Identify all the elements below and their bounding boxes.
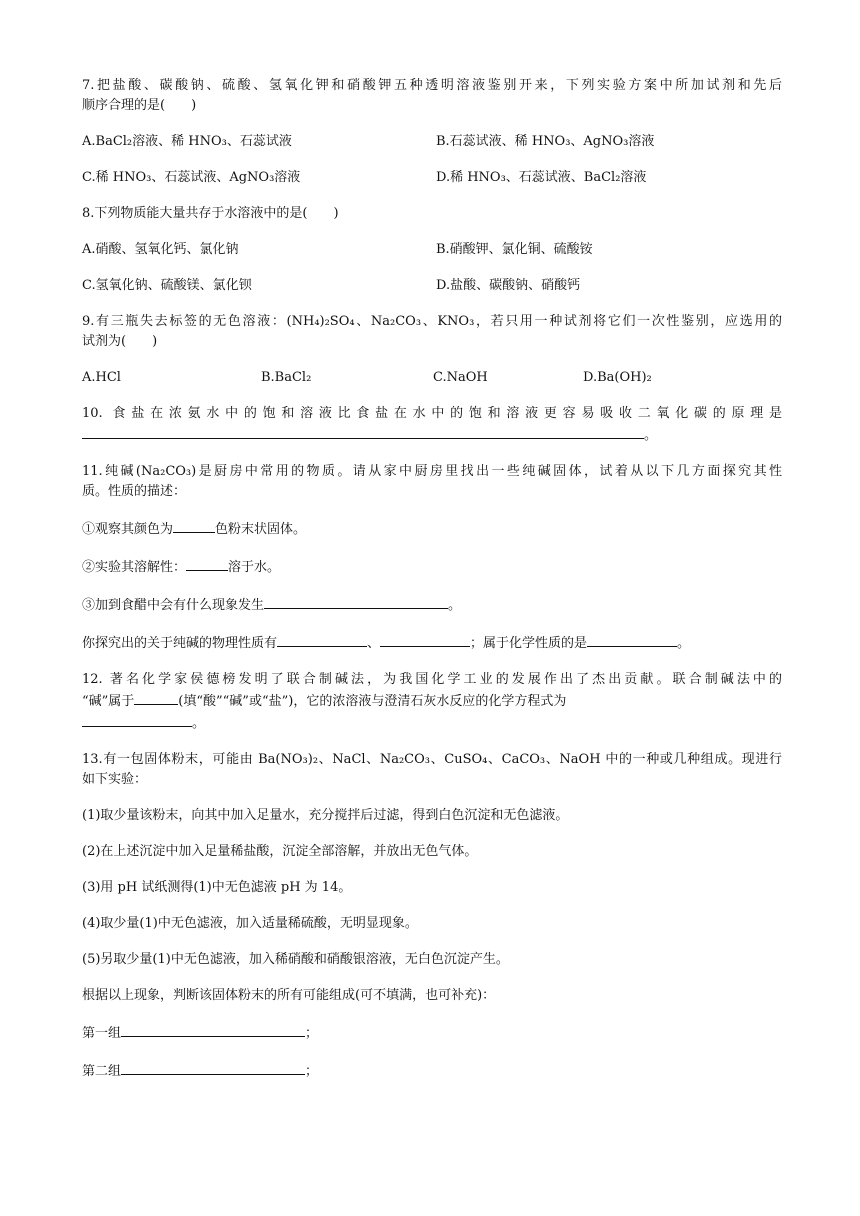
question-12-blank-equation[interactable] — [82, 712, 192, 727]
question-12-line2-text: “碱”属于 — [82, 694, 135, 709]
question-13-group-1-end: ； — [305, 1026, 319, 1041]
question-8-option-d: D.盐酸、碳酸钠、硝酸钙 — [436, 278, 581, 293]
question-8 — [82, 204, 782, 224]
question-10-stem: 10. 食盐在浓氨水中的饱和溶液比食盐在水中的饱和溶液更容易吸收二氧化碳的原理是 — [82, 406, 782, 421]
question-9 — [82, 312, 782, 352]
question-8-options-ab — [82, 240, 782, 260]
question-11-summary-text-2: ；属于化学性质的是 — [470, 636, 588, 651]
question-8-options-cd — [82, 276, 782, 296]
question-13-group-2-end: ； — [305, 1064, 319, 1079]
question-13-step-5: (5)另取少量(1)中无色滤液，加入稀硝酸和硝酸银溶液，无白色沉淀产生。 — [82, 952, 509, 967]
question-13-step-2: (2)在上述沉淀中加入足量稀盐酸，沉淀全部溶解，并放出无色气体。 — [82, 844, 478, 859]
question-9-option-c: C.NaOH — [433, 370, 488, 385]
question-13-group-2-label: 第二组 — [82, 1064, 122, 1079]
question-10 — [82, 404, 782, 446]
question-7-option-c: C.稀 HNO₃、石蕊试液、AgNO₃溶液 — [82, 170, 301, 185]
question-11-item-2-text-end: 溶于水。 — [228, 560, 281, 575]
question-11-stem-line1: 11.纯碱(Na₂CO₃)是厨房中常用的物质。请从家中厨房里找出一些纯碱固体，试着从以下几方面探究其性 — [82, 464, 782, 479]
question-10-end: 。 — [644, 428, 658, 443]
question-13-blank-group-2[interactable] — [121, 1060, 305, 1075]
question-11-blank-color[interactable] — [173, 518, 215, 533]
question-11-blank-physical-1[interactable] — [277, 632, 367, 647]
question-10-blank[interactable] — [82, 424, 644, 439]
question-9-option-d: D.Ba(OH)₂ — [583, 370, 652, 385]
question-8-option-b: B.硝酸钾、氯化铜、硫酸铵 — [436, 242, 593, 257]
question-11-blank-solubility[interactable] — [186, 556, 228, 571]
question-9-stem-line1: 9.有三瓶失去标签的无色溶液：(NH₄)₂SO₄、Na₂CO₃、KNO₃，若只用一种试剂将它们一次性鉴别，应选用的 — [82, 314, 782, 329]
question-12-blank-type[interactable] — [134, 690, 178, 705]
question-7-option-d: D.稀 HNO₃、石蕊试液、BaCl₂溶液 — [436, 170, 647, 185]
question-11-item-1-text-end: 色粉末状固体。 — [215, 522, 307, 537]
question-11-item-3-text: ③加到食醋中会有什么现象发生 — [82, 598, 265, 613]
question-13-line1: 13.有一包固体粉末，可能由 Ba(NO₃)₂、NaCl、Na₂CO₃、CuSO₄、CaCO₃、NaOH 中的一种或几种组成。现进行 — [82, 752, 782, 767]
worksheet-page — [82, 76, 782, 1098]
question-8-option-a: A.硝酸、氢氧化钙、氯化钠 — [82, 242, 239, 257]
question-13-group-2 — [82, 1060, 782, 1082]
question-13-blank-group-1[interactable] — [121, 1022, 305, 1037]
question-13-conclusion: 根据以上现象，判断该固体粉末的所有可能组成(可不填满，也可补充)： — [82, 988, 496, 1003]
question-9-stem-line2: 试剂为( ) — [82, 334, 158, 349]
question-11-summary-end: 。 — [677, 636, 691, 651]
question-7-options-cd — [82, 168, 782, 188]
question-13-group-1-label: 第一组 — [82, 1026, 122, 1041]
question-11-summary — [82, 632, 782, 654]
question-13-step-3: (3)用 pH 试纸测得(1)中无色滤液 pH 为 14。 — [82, 880, 352, 895]
question-9-options — [82, 368, 782, 388]
question-7-option-a: A.BaCl₂溶液、稀 HNO₃、石蕊试液 — [82, 134, 292, 149]
question-12-line2-text-2: (填“酸”“碱”或“盐”)，它的浓溶液与澄清石灰水反应的化学方程式为 — [178, 694, 567, 709]
question-8-stem: 8.下列物质能大量共存于水溶液中的是( ) — [82, 206, 339, 221]
question-7 — [82, 76, 782, 116]
question-11-item-2-text: ②实验其溶解性： — [82, 560, 187, 575]
question-11-blank-physical-2[interactable] — [380, 632, 470, 647]
question-12-line1: 12. 著名化学家侯德榜发明了联合制碱法，为我国化学工业的发展作出了杰出贡献。联合制碱法中的 — [82, 672, 782, 687]
question-7-stem-line1: 7.把盐酸、碳酸钠、硫酸、氢氧化钾和硝酸钾五种透明溶液鉴别开来，下列实验方案中所加试剂和先后 — [82, 78, 782, 93]
question-11-item-2 — [82, 556, 782, 578]
question-13-step-4: (4)取少量(1)中无色滤液，加入适量稀硫酸，无明显现象。 — [82, 916, 418, 931]
question-8-option-c: C.氢氧化钠、硫酸镁、氯化钡 — [82, 278, 252, 293]
question-11-blank-chemical[interactable] — [587, 632, 677, 647]
question-12-end: 。 — [192, 716, 206, 731]
question-11-item-1-text: ①观察其颜色为 — [82, 522, 174, 537]
question-11-summary-sep: 、 — [367, 636, 381, 651]
question-7-options-ab — [82, 132, 782, 152]
question-13-group-1 — [82, 1022, 782, 1044]
question-10-answer-line — [82, 424, 782, 446]
question-12-line3 — [82, 712, 782, 734]
question-11-summary-text: 你探究出的关于纯碱的物理性质有 — [82, 636, 278, 651]
question-12-line2 — [82, 690, 782, 712]
question-11-item-1 — [82, 518, 782, 540]
question-11 — [82, 462, 782, 502]
question-9-option-b: B.BaCl₂ — [261, 370, 312, 385]
question-7-option-b: B.石蕊试液、稀 HNO₃、AgNO₃溶液 — [436, 134, 655, 149]
question-11-stem-line2: 质。性质的描述： — [82, 484, 187, 499]
question-11-item-3-text-end: 。 — [448, 598, 462, 613]
question-11-item-3 — [82, 594, 782, 616]
question-11-blank-phenomenon[interactable] — [264, 594, 448, 609]
question-12 — [82, 670, 782, 734]
question-7-stem-line2: 顺序合理的是( ) — [82, 98, 197, 113]
question-13-step-1: (1)取少量该粉末，向其中加入足量水，充分搅拌后过滤，得到白色沉淀和无色滤液。 — [82, 808, 569, 823]
question-9-option-a: A.HCl — [82, 370, 121, 385]
question-13 — [82, 750, 782, 790]
question-13-line2: 如下实验： — [82, 772, 148, 787]
